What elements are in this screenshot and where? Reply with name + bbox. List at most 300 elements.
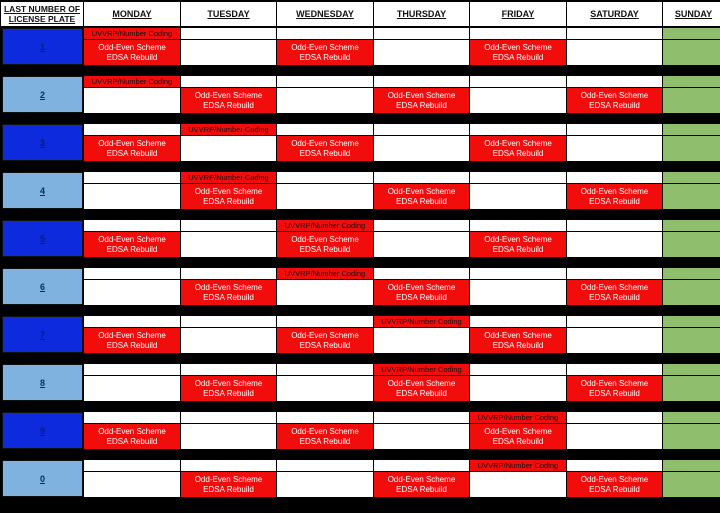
odd-even-scheme-label <box>567 280 662 305</box>
odd-even-scheme-label <box>567 88 662 113</box>
odd-even-scheme-label <box>277 328 373 353</box>
day-cell <box>374 124 469 161</box>
plate-digit: 8 <box>39 377 45 388</box>
empty-slot <box>374 136 469 161</box>
odd-even-line2: EDSA Rebuild <box>203 484 254 494</box>
odd-even-scheme-label <box>567 472 662 497</box>
odd-even-scheme-label <box>277 136 373 161</box>
odd-even-scheme-label <box>470 136 566 161</box>
day-cell <box>277 316 373 353</box>
empty-slot <box>374 232 469 257</box>
odd-even-line2: EDSA Rebuild <box>203 100 254 110</box>
number-coding-label: UVVRP/Number Coding <box>470 460 566 471</box>
empty-slot <box>277 412 373 423</box>
day-cell <box>277 28 373 65</box>
header-wednesday: WEDNESDAY <box>277 2 373 26</box>
odd-even-line2: EDSA Rebuild <box>589 292 640 302</box>
empty-slot <box>277 460 373 471</box>
empty-slot <box>567 220 662 231</box>
sunday-slot <box>663 124 720 135</box>
sunday-slot <box>663 28 720 39</box>
day-cell <box>374 412 469 449</box>
odd-even-scheme-label <box>374 184 469 209</box>
sunday-slot <box>663 364 720 375</box>
odd-even-scheme-label <box>567 184 662 209</box>
odd-even-line1: Odd-Even Scheme <box>291 234 359 244</box>
odd-even-line1: Odd-Even Scheme <box>387 186 456 196</box>
odd-even-line1: Odd-Even Scheme <box>194 378 263 388</box>
sunday-cell <box>663 28 720 65</box>
odd-even-line1: Odd-Even Scheme <box>194 90 263 100</box>
day-cell <box>181 220 276 257</box>
day-cell <box>277 460 373 497</box>
number-coding-label: UVVRP/Number Coding <box>181 124 276 135</box>
odd-even-line2: EDSA Rebuild <box>106 52 158 62</box>
day-cell <box>181 460 276 497</box>
odd-even-line2: EDSA Rebuild <box>396 388 447 398</box>
odd-even-line1: Odd-Even Scheme <box>484 138 552 148</box>
odd-even-line1: Odd-Even Scheme <box>98 234 166 244</box>
day-cell <box>567 460 662 497</box>
odd-even-line1: Odd-Even Scheme <box>484 426 552 436</box>
empty-slot <box>567 172 662 183</box>
sunday-slot <box>663 412 720 423</box>
odd-even-line2: EDSA Rebuild <box>396 100 447 110</box>
empty-slot <box>374 268 469 279</box>
odd-even-line1: Odd-Even Scheme <box>387 90 456 100</box>
odd-even-line2: EDSA Rebuild <box>396 292 447 302</box>
day-cell <box>84 268 180 305</box>
sunday-slot <box>663 40 720 65</box>
empty-slot <box>277 280 373 305</box>
odd-even-scheme-label <box>84 40 180 65</box>
sunday-cell <box>663 124 720 161</box>
empty-slot <box>277 28 373 39</box>
empty-slot <box>470 472 566 497</box>
odd-even-line1: Odd-Even Scheme <box>387 474 456 484</box>
day-cell <box>84 124 180 161</box>
day-cell <box>84 316 180 353</box>
odd-even-line1: Odd-Even Scheme <box>291 426 359 436</box>
header-sunday: SUNDAY <box>663 2 720 26</box>
day-cell <box>181 28 276 65</box>
empty-slot <box>374 220 469 231</box>
odd-even-line1: Odd-Even Scheme <box>580 474 649 484</box>
day-cell <box>84 220 180 257</box>
day-cell <box>181 364 276 401</box>
odd-even-line1: Odd-Even Scheme <box>291 42 359 52</box>
empty-slot <box>470 124 566 135</box>
day-cell <box>374 28 469 65</box>
plate-digit-cell <box>2 172 83 209</box>
header-tuesday: TUESDAY <box>181 2 276 26</box>
odd-even-line2: EDSA Rebuild <box>299 148 351 158</box>
day-cell <box>374 460 469 497</box>
empty-slot <box>567 412 662 423</box>
plate-digit: 6 <box>39 281 45 292</box>
day-cell <box>181 316 276 353</box>
sunday-slot <box>663 316 720 327</box>
odd-even-line1: Odd-Even Scheme <box>194 186 263 196</box>
plate-column-header <box>1 2 83 26</box>
odd-even-scheme-label <box>84 424 180 449</box>
empty-slot <box>84 364 180 375</box>
sunday-slot <box>663 268 720 279</box>
odd-even-line1: Odd-Even Scheme <box>484 234 552 244</box>
day-cell <box>567 28 662 65</box>
day-cell <box>84 460 180 497</box>
empty-slot <box>374 172 469 183</box>
empty-slot <box>374 328 469 353</box>
empty-slot <box>567 40 662 65</box>
day-cell <box>470 364 566 401</box>
odd-even-scheme-label <box>470 328 566 353</box>
empty-slot <box>84 412 180 423</box>
plate-digit-cell <box>2 316 83 353</box>
plate-digit: 9 <box>39 425 45 436</box>
odd-even-line1: Odd-Even Scheme <box>291 138 359 148</box>
empty-slot <box>84 88 180 113</box>
odd-even-scheme-label <box>84 136 180 161</box>
odd-even-line2: EDSA Rebuild <box>589 100 640 110</box>
day-cell <box>470 124 566 161</box>
plate-digit-cell <box>2 220 83 257</box>
empty-slot <box>470 88 566 113</box>
day-cell <box>470 412 566 449</box>
plate-digit: 4 <box>39 185 45 196</box>
empty-slot <box>470 220 566 231</box>
odd-even-scheme-label <box>470 424 566 449</box>
number-coding-label: UVVRP/Number Coding <box>277 268 373 279</box>
odd-even-line2: EDSA Rebuild <box>396 196 447 206</box>
empty-slot <box>470 364 566 375</box>
odd-even-line2: EDSA Rebuild <box>589 196 640 206</box>
odd-even-line2: EDSA Rebuild <box>106 436 158 446</box>
odd-even-line2: EDSA Rebuild <box>492 148 544 158</box>
empty-slot <box>84 184 180 209</box>
day-cell <box>374 76 469 113</box>
day-cell <box>374 172 469 209</box>
sunday-cell <box>663 316 720 353</box>
odd-even-line2: EDSA Rebuild <box>106 148 158 158</box>
empty-slot <box>470 268 566 279</box>
day-cell <box>567 124 662 161</box>
plate-header-line2: LICENSE PLATE <box>8 14 76 24</box>
empty-slot <box>277 172 373 183</box>
sunday-cell <box>663 364 720 401</box>
empty-slot <box>181 136 276 161</box>
empty-slot <box>470 376 566 401</box>
number-coding-label: UVVRP/Number Coding <box>277 220 373 231</box>
odd-even-line1: Odd-Even Scheme <box>98 426 166 436</box>
empty-slot <box>181 424 276 449</box>
day-cell <box>470 460 566 497</box>
odd-even-line2: EDSA Rebuild <box>396 484 447 494</box>
odd-even-line2: EDSA Rebuild <box>106 244 158 254</box>
header-thursday: THURSDAY <box>374 2 469 26</box>
odd-even-line2: EDSA Rebuild <box>589 388 640 398</box>
sunday-slot <box>663 472 720 497</box>
empty-slot <box>567 136 662 161</box>
day-cell <box>277 124 373 161</box>
odd-even-line1: Odd-Even Scheme <box>580 378 649 388</box>
day-cell <box>374 220 469 257</box>
day-cell <box>277 172 373 209</box>
sunday-cell <box>663 412 720 449</box>
empty-slot <box>374 412 469 423</box>
day-cell <box>277 76 373 113</box>
sunday-slot <box>663 184 720 209</box>
plate-digit: 0 <box>39 473 45 484</box>
odd-even-scheme-label <box>277 424 373 449</box>
empty-slot <box>374 460 469 471</box>
empty-slot <box>567 76 662 87</box>
odd-even-scheme-label <box>470 40 566 65</box>
empty-slot <box>470 184 566 209</box>
day-cell <box>470 220 566 257</box>
empty-slot <box>470 76 566 87</box>
sunday-cell <box>663 172 720 209</box>
odd-even-line2: EDSA Rebuild <box>106 340 158 350</box>
odd-even-scheme-label <box>470 232 566 257</box>
empty-slot <box>84 172 180 183</box>
odd-even-line2: EDSA Rebuild <box>203 292 254 302</box>
plate-digit-cell <box>2 364 83 401</box>
number-coding-label: UVVRP/Number Coding <box>470 412 566 423</box>
odd-even-scheme-label <box>84 328 180 353</box>
sunday-slot <box>663 460 720 471</box>
odd-even-line1: Odd-Even Scheme <box>194 282 263 292</box>
empty-slot <box>181 268 276 279</box>
odd-even-line2: EDSA Rebuild <box>299 52 351 62</box>
day-cell <box>567 412 662 449</box>
empty-slot <box>567 328 662 353</box>
odd-even-line1: Odd-Even Scheme <box>291 330 359 340</box>
odd-even-line2: EDSA Rebuild <box>589 484 640 494</box>
plate-digit-cell <box>2 28 83 65</box>
plate-digit: 2 <box>39 89 45 100</box>
empty-slot <box>567 460 662 471</box>
odd-even-line2: EDSA Rebuild <box>299 340 351 350</box>
odd-even-scheme-label <box>374 472 469 497</box>
number-coding-label: UVVRP/Number Coding <box>374 364 469 375</box>
odd-even-scheme-label <box>181 280 276 305</box>
odd-even-line1: Odd-Even Scheme <box>98 330 166 340</box>
plate-digit: 7 <box>39 329 45 340</box>
plate-header-line1: LAST NUMBER OF <box>3 4 81 14</box>
day-cell <box>181 172 276 209</box>
day-cell <box>277 412 373 449</box>
day-cell <box>84 412 180 449</box>
odd-even-line2: EDSA Rebuild <box>492 340 544 350</box>
sunday-slot <box>663 136 720 161</box>
empty-slot <box>374 40 469 65</box>
odd-even-line2: EDSA Rebuild <box>299 436 351 446</box>
odd-even-line2: EDSA Rebuild <box>492 52 544 62</box>
empty-slot <box>277 376 373 401</box>
odd-even-scheme-label <box>277 232 373 257</box>
empty-slot <box>567 124 662 135</box>
empty-slot <box>181 412 276 423</box>
empty-slot <box>567 316 662 327</box>
plate-digit: 5 <box>39 233 45 244</box>
sunday-cell <box>663 76 720 113</box>
odd-even-scheme-label <box>374 280 469 305</box>
sunday-slot <box>663 280 720 305</box>
odd-even-scheme-label <box>181 376 276 401</box>
sunday-slot <box>663 76 720 87</box>
empty-slot <box>181 220 276 231</box>
empty-slot <box>181 40 276 65</box>
empty-slot <box>277 472 373 497</box>
empty-slot <box>84 376 180 401</box>
empty-slot <box>374 28 469 39</box>
day-cell <box>181 124 276 161</box>
empty-slot <box>567 268 662 279</box>
empty-slot <box>470 28 566 39</box>
header-monday: MONDAY <box>84 2 180 26</box>
odd-even-scheme-label <box>567 376 662 401</box>
day-cell <box>374 364 469 401</box>
day-cell <box>84 28 180 65</box>
odd-even-line1: Odd-Even Scheme <box>387 378 456 388</box>
empty-slot <box>470 172 566 183</box>
day-cell <box>470 268 566 305</box>
header-friday: FRIDAY <box>470 2 566 26</box>
sunday-slot <box>663 172 720 183</box>
empty-slot <box>470 280 566 305</box>
odd-even-line1: Odd-Even Scheme <box>98 42 166 52</box>
plate-digit-cell <box>2 124 83 161</box>
odd-even-scheme-label <box>181 472 276 497</box>
empty-slot <box>277 364 373 375</box>
odd-even-line1: Odd-Even Scheme <box>580 186 649 196</box>
empty-slot <box>470 316 566 327</box>
empty-slot <box>181 364 276 375</box>
day-cell <box>374 268 469 305</box>
odd-even-line1: Odd-Even Scheme <box>484 42 552 52</box>
odd-even-scheme-label <box>181 88 276 113</box>
odd-even-line2: EDSA Rebuild <box>203 196 254 206</box>
day-cell <box>470 172 566 209</box>
plate-digit-cell <box>2 460 83 497</box>
empty-slot <box>84 316 180 327</box>
empty-slot <box>374 76 469 87</box>
empty-slot <box>181 460 276 471</box>
odd-even-line2: EDSA Rebuild <box>492 436 544 446</box>
day-cell <box>277 268 373 305</box>
plate-digit-cell <box>2 268 83 305</box>
empty-slot <box>567 424 662 449</box>
plate-digit-cell <box>2 412 83 449</box>
empty-slot <box>277 76 373 87</box>
empty-slot <box>374 424 469 449</box>
empty-slot <box>84 268 180 279</box>
empty-slot <box>277 316 373 327</box>
number-coding-label: UVVRP/Number Coding <box>84 28 180 39</box>
day-cell <box>567 220 662 257</box>
empty-slot <box>181 28 276 39</box>
sunday-slot <box>663 232 720 257</box>
day-cell <box>84 76 180 113</box>
empty-slot <box>84 124 180 135</box>
odd-even-line1: Odd-Even Scheme <box>580 282 649 292</box>
empty-slot <box>567 232 662 257</box>
day-cell <box>470 316 566 353</box>
empty-slot <box>277 88 373 113</box>
sunday-cell <box>663 460 720 497</box>
odd-even-line1: Odd-Even Scheme <box>580 90 649 100</box>
day-cell <box>470 76 566 113</box>
day-cell <box>567 316 662 353</box>
empty-slot <box>567 28 662 39</box>
empty-slot <box>181 316 276 327</box>
day-cell <box>567 364 662 401</box>
number-coding-label: UVVRP/Number Coding <box>374 316 469 327</box>
odd-even-scheme-label <box>181 184 276 209</box>
odd-even-scheme-label <box>374 88 469 113</box>
sunday-cell <box>663 268 720 305</box>
empty-slot <box>181 76 276 87</box>
odd-even-line2: EDSA Rebuild <box>299 244 351 254</box>
day-cell <box>181 412 276 449</box>
day-cell <box>84 364 180 401</box>
sunday-slot <box>663 376 720 401</box>
empty-slot <box>277 124 373 135</box>
day-cell <box>277 364 373 401</box>
day-cell <box>84 172 180 209</box>
odd-even-scheme-label <box>374 376 469 401</box>
header-saturday: SATURDAY <box>567 2 662 26</box>
day-cell <box>277 220 373 257</box>
odd-even-line1: Odd-Even Scheme <box>387 282 456 292</box>
odd-even-line2: EDSA Rebuild <box>203 388 254 398</box>
odd-even-scheme-label <box>84 232 180 257</box>
sunday-cell <box>663 220 720 257</box>
day-cell <box>567 268 662 305</box>
day-cell <box>181 268 276 305</box>
empty-slot <box>84 460 180 471</box>
sunday-slot <box>663 328 720 353</box>
empty-slot <box>567 364 662 375</box>
odd-even-line1: Odd-Even Scheme <box>484 330 552 340</box>
empty-slot <box>84 280 180 305</box>
odd-even-line2: EDSA Rebuild <box>492 244 544 254</box>
number-coding-label: UVVRP/Number Coding <box>181 172 276 183</box>
sunday-slot <box>663 424 720 449</box>
empty-slot <box>181 232 276 257</box>
sunday-slot <box>663 220 720 231</box>
empty-slot <box>374 124 469 135</box>
day-cell <box>374 316 469 353</box>
empty-slot <box>277 184 373 209</box>
odd-even-line1: Odd-Even Scheme <box>98 138 166 148</box>
odd-even-scheme-label <box>277 40 373 65</box>
plate-digit: 3 <box>39 137 45 148</box>
number-coding-label: UVVRP/Number Coding <box>84 76 180 87</box>
plate-digit-cell <box>2 76 83 113</box>
odd-even-line1: Odd-Even Scheme <box>194 474 263 484</box>
day-cell <box>567 76 662 113</box>
day-cell <box>567 172 662 209</box>
sunday-slot <box>663 88 720 113</box>
day-cell <box>181 76 276 113</box>
plate-digit: 1 <box>39 41 45 52</box>
empty-slot <box>84 472 180 497</box>
empty-slot <box>84 220 180 231</box>
empty-slot <box>181 328 276 353</box>
day-cell <box>470 28 566 65</box>
